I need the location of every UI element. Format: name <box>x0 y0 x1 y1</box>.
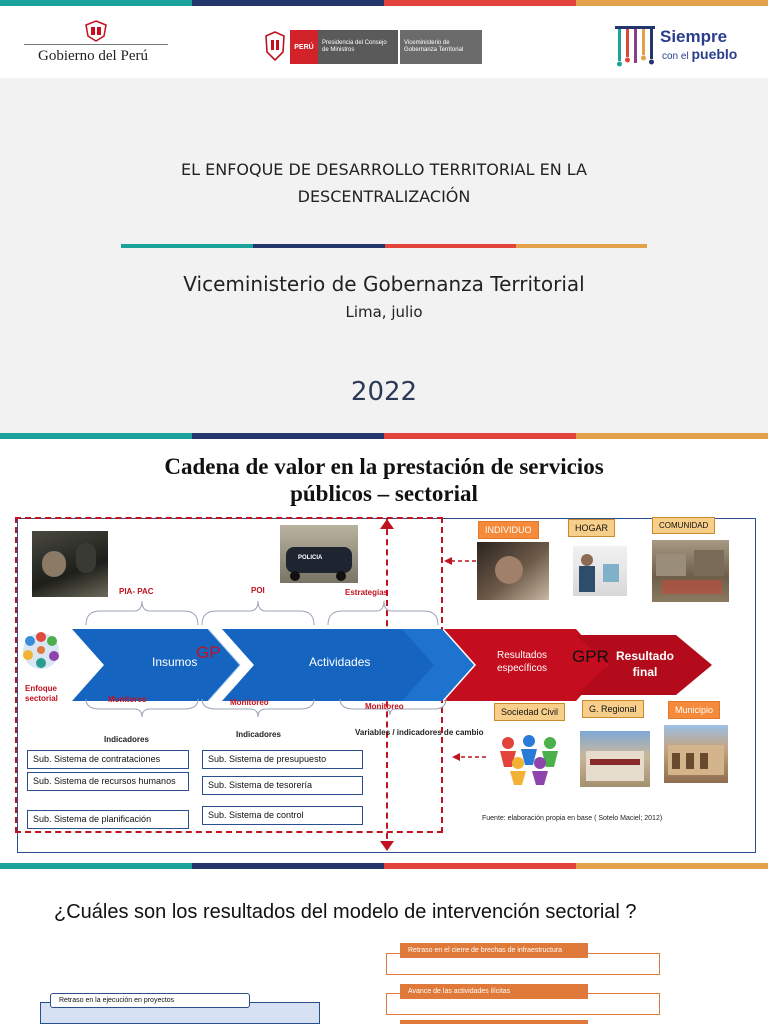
comunidad-photo <box>652 540 729 602</box>
slide1-place-date: Lima, julio <box>345 303 423 321</box>
slide1-subtitle: Viceministerio de Gobernanza Territorial <box>183 272 585 296</box>
value-chain-slide <box>0 433 768 863</box>
monitoreo-label-1: Monitoreo <box>108 695 147 704</box>
indicadores-label-1: Indicadores <box>104 735 149 744</box>
results-question: ¿Cuáles son los resultados del modelo de intervención sectorial ? <box>54 901 637 923</box>
slide2-title-line2: públicos – sectorial <box>290 481 478 506</box>
slide1-year: 2022 <box>350 377 418 407</box>
title-slide <box>0 0 768 433</box>
police-text: POLICIA <box>298 555 323 561</box>
comunidad-tag: COMUNIDAD <box>652 517 715 534</box>
pia-pac-label: PIA- PAC <box>119 587 154 596</box>
slide1-title-line1: EL ENFOQUE DE DESARROLLO TERRITORIAL EN LA <box>181 160 587 179</box>
arrow-left-icon-2 <box>452 753 486 761</box>
pueblo-text: pueblo <box>691 46 738 62</box>
resultado-final-label <box>616 648 674 680</box>
indicadores-label-2: Indicadores <box>236 730 281 739</box>
individuo-photo <box>477 542 549 600</box>
gobierno-text: Gobierno del Perú <box>38 48 148 64</box>
actividades-label: Actividades <box>309 655 371 669</box>
final-l2: final <box>632 665 658 679</box>
slide2-title <box>0 453 768 507</box>
subsystem-tesoreria: Sub. Sistema de tesorería <box>202 776 363 795</box>
hogar-photo <box>573 546 627 596</box>
subsystem-control: Sub. Sistema de control <box>202 806 363 825</box>
slide2-title-line1: Cadena de valor en la prestación de servicios <box>164 454 604 479</box>
insumos-label: Insumos <box>152 655 198 669</box>
enfoque-l1: Enfoque <box>25 684 57 693</box>
color-divider <box>121 244 647 248</box>
arrow-up-icon <box>380 519 394 529</box>
estrategias-label: Estrategias <box>345 588 389 597</box>
monitoreo-label-2: Monitoreo <box>230 698 269 707</box>
gp-label: GP <box>196 643 221 662</box>
logo-bar <box>0 6 768 78</box>
subsystem-presupuesto: Sub. Sistema de presupuesto <box>202 750 363 769</box>
slide1-title <box>0 156 768 210</box>
people-group-icon <box>20 629 62 675</box>
hogar-tag: HOGAR <box>568 519 615 537</box>
slide1-title-line2: DESCENTRALIZACIÓN <box>297 187 471 206</box>
gpr-label: GPR <box>572 647 609 666</box>
individuo-tag: INDIVIDUO <box>478 521 539 539</box>
con-el-text: con el <box>662 51 689 62</box>
result-item-2: Avance de las actividades ilícitas <box>400 984 588 999</box>
enfoque-sectorial-label <box>25 684 58 704</box>
siempre-logo <box>612 24 752 68</box>
subsystem-planificacion: Sub. Sistema de planificación <box>27 810 189 829</box>
municipio-tag: Municipio <box>668 701 720 719</box>
subsystem-contrataciones: Sub. Sistema de contrataciones <box>27 750 189 769</box>
police-car-photo <box>280 525 358 583</box>
color-stripe-slide3 <box>0 863 768 869</box>
results-slide <box>0 863 768 1024</box>
siempre-word: Siempre <box>660 27 728 46</box>
left-item-1: Retraso en la ejecución en proyectos <box>50 993 250 1008</box>
gobierno-peru-logo <box>24 24 172 68</box>
con-el-pueblo <box>662 46 737 62</box>
sociedad-civil-tag: Sociedad Civil <box>494 703 565 721</box>
resultados-especificos-label <box>497 649 547 675</box>
hanging-figures-icon <box>612 24 658 68</box>
subsystem-recursos-humanos: Sub. Sistema de recursos humanos <box>27 772 189 791</box>
resultados-l2: específicos <box>497 663 548 674</box>
top-braces <box>84 597 444 627</box>
pcm-logo <box>264 30 482 64</box>
fuente-note: Fuente: elaboración propia en base ( Sotelo Maciel; 2012) <box>482 815 663 822</box>
variables-label: Variables / indicadores de cambio <box>355 728 484 737</box>
coat-of-arms-icon <box>82 20 110 42</box>
shield-icon <box>264 30 286 64</box>
result-item-3-partial <box>400 1020 588 1024</box>
enfoque-l2: sectorial <box>25 694 58 703</box>
gobierno-regional-photo <box>580 731 650 787</box>
g-regional-tag: G. Regional <box>582 700 644 718</box>
arrow-down-icon <box>380 841 394 851</box>
viceministerio-label: Viceministerio de Gobernanza Territorial <box>400 30 482 64</box>
arrow-left-icon <box>444 557 476 565</box>
people-circle-icon <box>494 733 564 787</box>
result-item-1: Retraso en el cierre de brechas de infraestructura <box>400 943 588 958</box>
car-interior-photo <box>32 531 108 597</box>
municipio-photo <box>664 725 728 783</box>
resultados-l1: Resultados <box>497 650 548 661</box>
monitoreo-label-3: Monitoreo <box>365 702 404 711</box>
peru-label: PERÚ <box>290 30 318 64</box>
final-l1: Resultado <box>616 649 675 663</box>
color-stripe-slide2 <box>0 433 768 439</box>
poi-label: POI <box>251 586 265 595</box>
presidencia-label: Presidencia del Consejo de Ministros <box>318 30 398 64</box>
